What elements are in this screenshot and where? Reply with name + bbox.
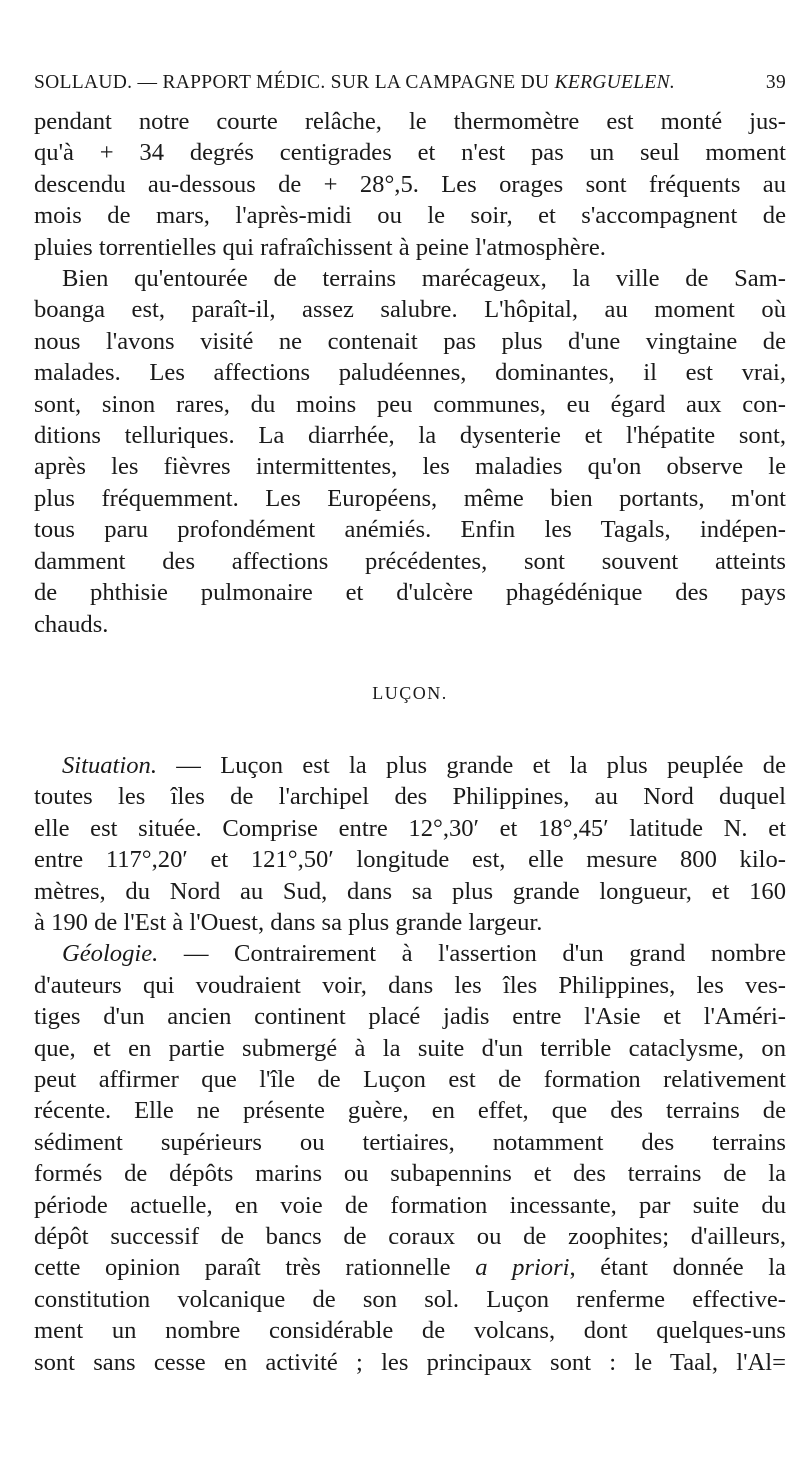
text-line: entre 117°,20′ et 121°,50′ longitude est, elle mesure 800 kilo-: [34, 846, 786, 874]
paragraph-situation: [34, 750, 786, 938]
situation-label: Situation.: [62, 751, 157, 779]
text-line: après les fièvres intermittentes, les maladies qu'on observe le: [34, 453, 786, 481]
document-page: [34, 72, 786, 1378]
text-line: à 190 de l'Est à l'Ouest, dans sa plus grande largeur.: [34, 908, 543, 936]
text-line: récente. Elle ne présente guère, en effet, que des terrains de: [34, 1097, 786, 1125]
italic-a-priori: a priori: [475, 1254, 570, 1282]
text-line: chauds.: [34, 610, 109, 638]
paragraph-geologie: [34, 938, 786, 1378]
text-line: peut affirmer que l'île de Luçon est de formation relativement: [34, 1065, 786, 1093]
header-ship-name: KERGUELEN.: [554, 72, 676, 93]
text-line: formés de dépôts marins ou subapennins et des terrains de la: [34, 1160, 786, 1188]
running-header: [34, 72, 786, 106]
paragraph-2: [34, 263, 786, 640]
text-line: constitution volcanique de son sol. Luçon renferme effective-: [34, 1285, 786, 1313]
text-line: plus fréquemment. Les Européens, même bien portants, m'ont: [34, 484, 786, 512]
text-line: tiges d'un ancien continent placé jadis entre l'Asie et l'Améri-: [34, 1003, 786, 1031]
text-line: période actuelle, en voie de formation incessante, par suite du: [34, 1191, 786, 1219]
text-line: Bien qu'entourée de terrains marécageux, la ville de Sam-: [62, 265, 786, 293]
header-author: SOLLAUD.: [34, 72, 133, 93]
text-line: ditions telluriques. La diarrhée, la dysenterie et l'hépatite sont,: [34, 422, 786, 450]
text-line: malades. Les affections paludéennes, dominantes, il est vrai,: [34, 359, 786, 387]
text-line: nous l'avons visité ne contenait pas plus d'une vingtaine de: [34, 327, 786, 355]
geologie-text-before-italic: cette opinion paraît très rationnelle: [34, 1254, 476, 1282]
text-line: sont, sinon rares, du moins peu communes, eu égard aux con-: [34, 390, 786, 418]
header-dash: —: [137, 72, 158, 93]
situation-text: — Luçon est la plus grande et la plus peuplée de: [156, 751, 786, 779]
page-number: 39: [765, 72, 786, 93]
geologie-text-after-italic: , étant donnée la: [569, 1254, 786, 1282]
text-line: dépôt successif de bancs de coraux ou de zoophites; d'ailleurs,: [34, 1223, 786, 1250]
section-heading-lucon: LUÇON.: [372, 682, 448, 703]
text-line: pluies torrentielles qui rafraîchissent à peine l'atmosphère.: [34, 233, 606, 261]
text-line: descendu au-dessous de + 28°,5. Les orages sont fréquents au: [34, 170, 786, 198]
text-line: [34, 750, 786, 781]
text-line: [34, 938, 786, 969]
text-line: [34, 1252, 786, 1283]
text-line: damment des affections précédentes, sont souvent atteints: [34, 547, 786, 575]
text-line: d'auteurs qui voudraient voir, dans les îles Philippines, les ves-: [34, 971, 786, 999]
geologie-text: — Contrairement à l'assertion d'un grand nombre: [158, 940, 786, 968]
text-line: toutes les îles de l'archipel des Philippines, au Nord duquel: [34, 783, 786, 811]
text-line: tous paru profondément anémiés. Enfin les Tagals, indépen-: [34, 516, 786, 544]
header-title-prefix: RAPPORT MÉDIC. SUR LA CAMPAGNE DU: [162, 72, 550, 93]
text-line: mètres, du Nord au Sud, dans sa plus grande longueur, et 160: [34, 877, 786, 905]
text-line: sédiment supérieurs ou tertiaires, notamment des terrains: [34, 1128, 786, 1156]
text-line: ment un nombre considérable de volcans, dont quelques-uns: [34, 1317, 786, 1345]
text-line: elle est située. Comprise entre 12°,30′ et 18°,45′ latitude N. et: [34, 814, 786, 842]
geologie-label: Géologie.: [62, 940, 159, 968]
text-line: boanga est, paraît-il, assez salubre. L'hôpital, au moment où: [34, 296, 786, 324]
text-line: sont sans cesse en activité ; les principaux sont : le Taal, l'Al=: [34, 1348, 786, 1376]
text-line: pendant notre courte relâche, le thermomètre est monté jus-: [34, 108, 786, 135]
text-line: qu'à + 34 degrés centigrades et n'est pas un seul moment: [34, 139, 786, 167]
paragraph-1: [34, 106, 786, 263]
text-line: mois de mars, l'après-midi ou le soir, et s'accompagnent de: [34, 202, 786, 230]
text-line: que, et en partie submergé à la suite d'un terrible cataclysme, on: [34, 1034, 786, 1062]
text-line: de phthisie pulmonaire et d'ulcère phagédénique des pays: [34, 579, 786, 607]
header-title: [34, 72, 675, 94]
